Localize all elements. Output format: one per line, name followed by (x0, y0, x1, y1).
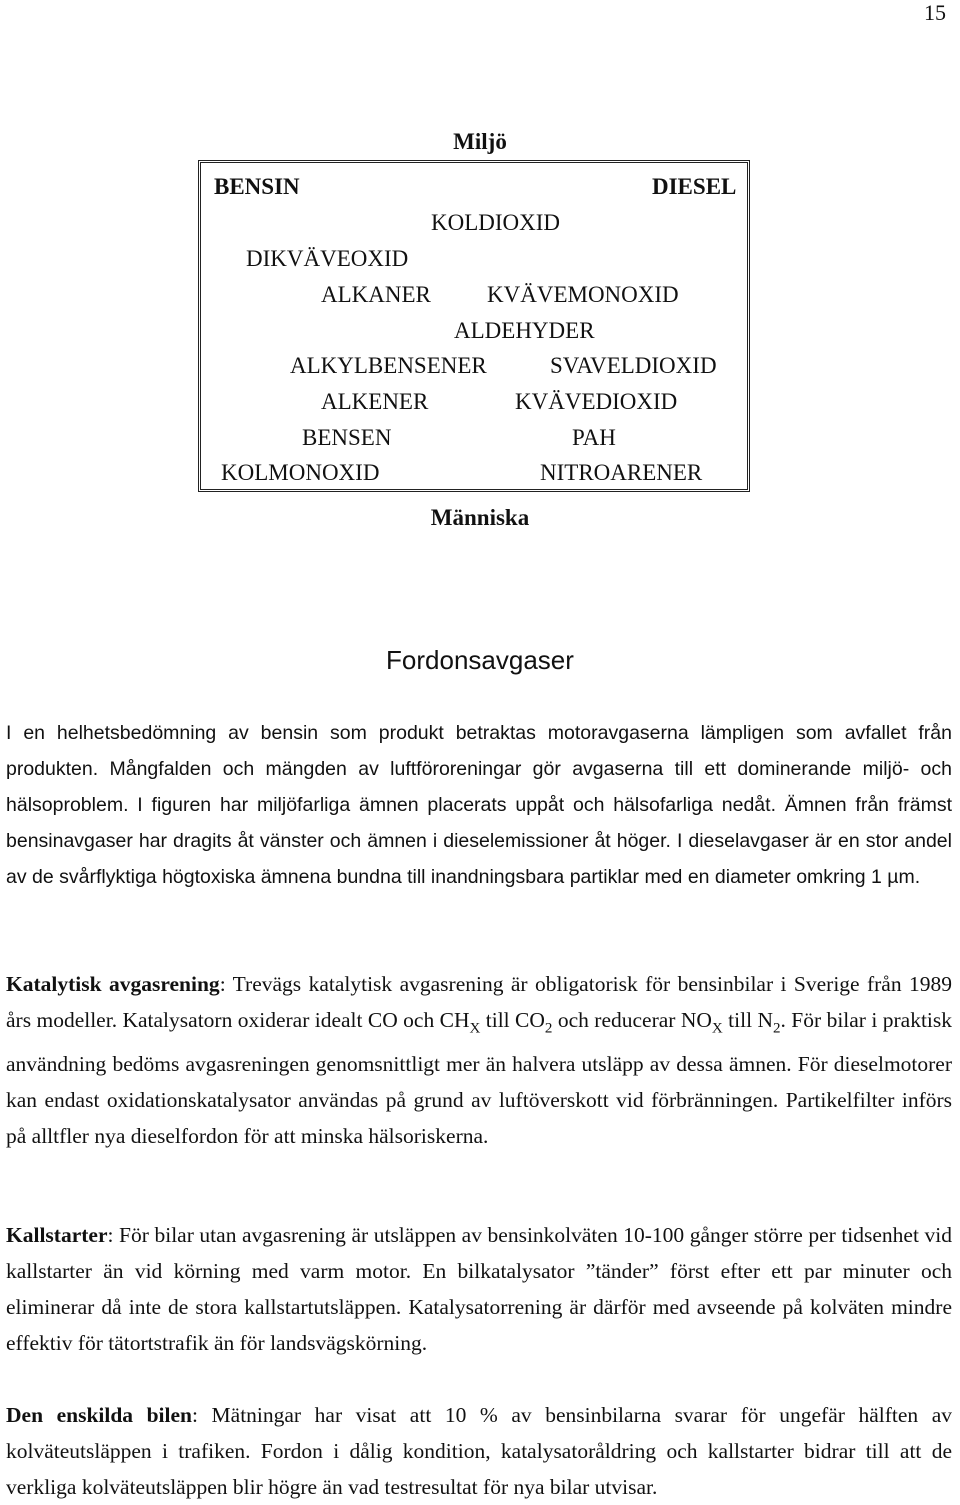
section-title: Fordonsavgaser (386, 645, 574, 675)
kallstarter-paragraph: Kallstarter: För bilar utan avgasrening är utsläppen av bensinkolväten 10-100 gånger större per tidsenhet vid kallstarter än vid körning med varm motor. En bilkatalysator ”tänder” först efter ett par minuter och eliminerar då inte de stora kallstartutsläppen. Katalysatorrening är därför med avseende på kolväten mindre effektiv för tätortstrafik än för landsvägskörning. (6, 1223, 952, 1355)
pollutant-item: ALKANER (321, 282, 431, 307)
pollutant-item: NITROARENER (540, 460, 703, 485)
page-number: 15 (924, 0, 946, 25)
pollutant-item: KVÄVEMONOXID (487, 282, 679, 307)
katalytisk-paragraph: Katalytisk avgasrening: Trevägs katalytisk avgasrening är obligatorisk för bensinbilar i Sverige från 1989 års modeller. Katalysatorn oxiderar idealt CO och $CH_X$ till $CO_2$ och reducerar $NO_X$ till $N_2$. För bilar i praktisk användning bedöms avgasreningen genomsnittligt mer än halvera utsläpp av dessa ämnen. För dieselmotorer kan endast oxidationskatalysator användas på grund av luftöverskott vid förbränningen. Partikelfilter införs på alltfler nya dieselfordon för att minska hälsoriskerna. (6, 972, 953, 1149)
kallstarter-term: Kallstarter (6, 1223, 108, 1247)
enskilda-paragraph: Den enskilda bilen: Mätningar har visat att 10 % av bensinbilarna svarar för ungefär hälften av kolväteutsläppen i trafiken. Fordon i dålig kondition, katalysatoråldring och kallstarter bidrar till att de verkliga kolväteutsläppen blir högre än vad testresultat för nya bilar utvisar. (6, 1403, 952, 1499)
right-heading: DIESEL (652, 174, 737, 199)
diagram-top-label: Miljö (453, 129, 507, 154)
enskilda-term: Den enskilda bilen (6, 1403, 193, 1427)
pollutant-item: DIKVÄVEOXID (246, 246, 409, 271)
pollutant-item: ALKENER (321, 389, 429, 414)
left-heading: BENSIN (214, 174, 300, 199)
pollutant-item: KOLMONOXID (221, 460, 380, 485)
pollutant-item: KVÄVEDIOXID (515, 389, 678, 414)
pollutant-diagram-box (198, 160, 750, 492)
katalytisk-term: Katalytisk avgasrening (6, 972, 220, 996)
pollutant-item: ALKYLBENSENER (290, 353, 487, 378)
pollutant-item: PAH (572, 425, 616, 450)
diagram-bottom-label: Människa (430, 505, 530, 530)
pollutant-item: SVAVELDIOXID (550, 353, 717, 378)
intro-paragraph: I en helhetsbedömning av bensin som produkt betraktas motoravgaserna lämpligen som avfallet från produkten. Mångfalden och mängden av luftföroreningar gör avgaserna till ett dominerande miljö- och hälsoproblem. I figuren har miljöfarliga ämnen placerats uppåt och hälsofarliga nedåt. Ämnen från främst bensinavgaser har dragits åt vänster och ämnen i dieselemissioner åt höger. I dieselavgaser är en stor andel av de svårflyktiga högtoxiska ämnena bundna till inandningsbara partiklar med en diameter omkring 1 µm. (6, 722, 952, 888)
pollutant-item: ALDEHYDER (454, 318, 595, 343)
pollutant-item: KOLDIOXID (431, 210, 561, 235)
pollutant-item: BENSEN (302, 425, 392, 450)
